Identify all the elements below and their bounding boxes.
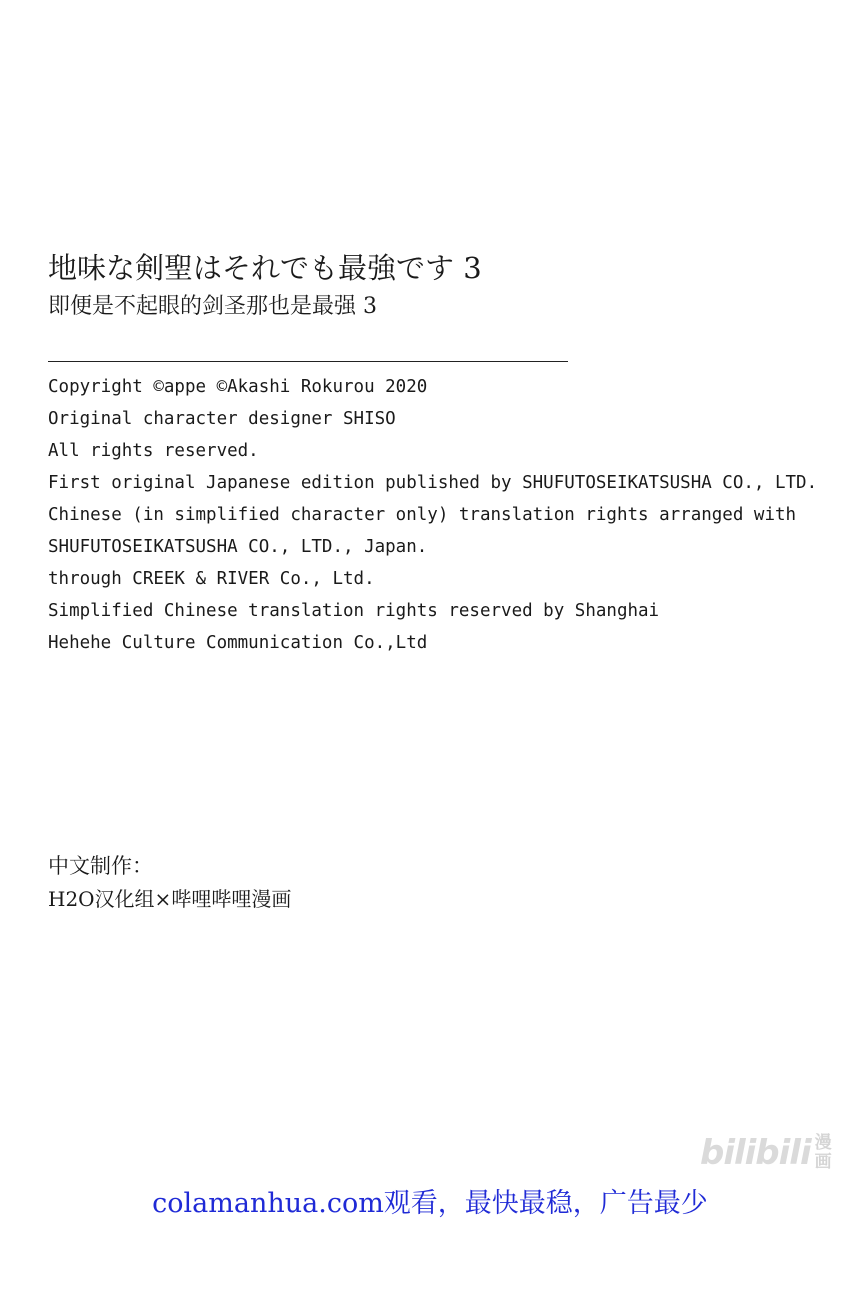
legal-block bbox=[48, 371, 838, 659]
legal-line-designer: Original character designer SHISO bbox=[48, 409, 396, 429]
watermark-side-top: 漫 bbox=[814, 1133, 832, 1153]
legal-line-reserved: Simplified Chinese translation rights reserved by Shanghai bbox=[48, 601, 660, 621]
credits-value: H2O汉化组×哔哩哔哩漫画 bbox=[48, 887, 292, 911]
title-japanese: 地味な剣聖はそれでも最強です 3 bbox=[48, 251, 482, 285]
watermark-logo-text: bilibili bbox=[700, 1133, 811, 1173]
divider bbox=[48, 361, 568, 362]
watermark-side bbox=[815, 1134, 832, 1172]
watermark-side-bottom: 画 bbox=[814, 1152, 832, 1172]
title-chinese: 即便是不起眼的剑圣那也是最强 3 bbox=[48, 294, 377, 319]
legal-line-publisher: First original Japanese edition published by SHUFUTOSEIKATSUSHA CO., LTD. bbox=[48, 473, 818, 493]
legal-line-company: SHUFUTOSEIKATSUSHA CO., LTD., Japan. bbox=[48, 537, 428, 557]
legal-line-translation: Chinese (in simplified character only) translation rights arranged with bbox=[48, 505, 797, 525]
legal-line-rights: All rights reserved. bbox=[48, 441, 259, 461]
credits-label: 中文制作： bbox=[48, 854, 153, 878]
bilibili-watermark bbox=[700, 1131, 832, 1175]
legal-line-agency: through CREEK & RIVER Co., Ltd. bbox=[48, 569, 375, 589]
legal-line-hehehe: Hehehe Culture Communication Co.,Ltd bbox=[48, 633, 428, 653]
advert-text: colamanhua.com观看，最快最稳，广告最少 bbox=[152, 1188, 708, 1219]
legal-line-copyright: Copyright ©appe ©Akashi Rokurou 2020 bbox=[48, 377, 428, 397]
